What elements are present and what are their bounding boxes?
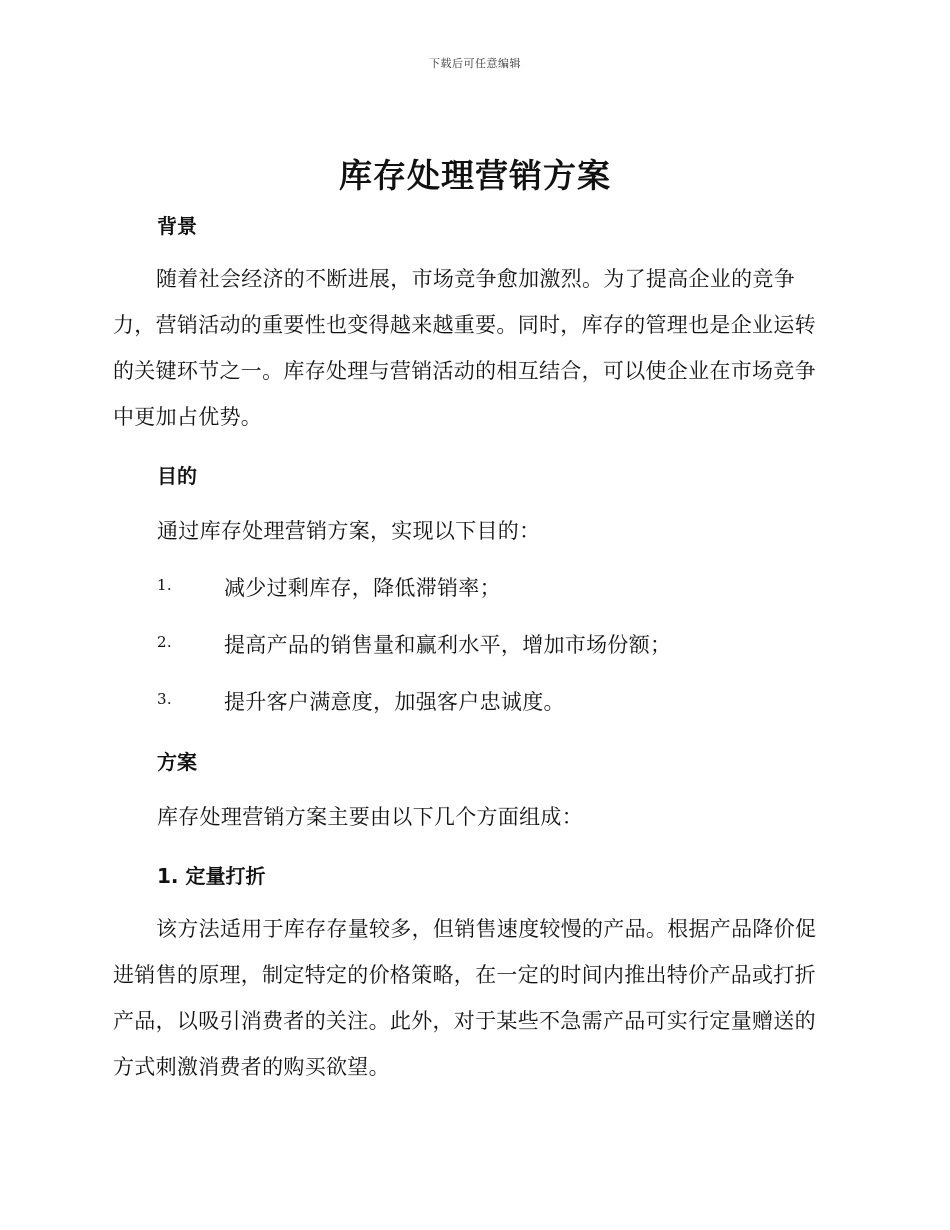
purpose-intro: 通过库存处理营销方案，实现以下目的： — [157, 519, 541, 543]
list-number: 1. — [157, 576, 172, 594]
list-text: 提高产品的销售量和赢利水平，增加市场份额； — [224, 633, 672, 657]
list-text: 减少过剩库存，降低滞销率； — [224, 576, 501, 600]
header-note: 下载后可任意编辑 — [429, 57, 521, 70]
background-paragraph: 随着社会经济的不断进展，市场竞争愈加激烈。为了提高企业的竞争力，营销活动的重要性也变得越来越重要。同时，库存的管理也是企业运转的关键环节之一。库存处理与营销活动的相互结合，可以使企业在市场竞争中更加占优势。 — [113, 267, 816, 429]
list-text: 提升客户满意度，加强客户忠诚度。 — [224, 690, 565, 714]
quantity-discount-paragraph: 该方法适用于库存存量较多，但销售速度较慢的产品。根据产品降价促进销售的原理，制定特定的价格策略，在一定的时间内推出特价产品或打折产品，以吸引消费者的关注。此外，对于某些不急需产品可实行定量赠送的方式刺激消费者的购买欲望。 — [113, 917, 817, 1079]
section-heading-plan: 方案 — [157, 750, 197, 774]
list-number: 2. — [157, 633, 172, 651]
document-title: 库存处理营销方案 — [339, 156, 611, 195]
section-heading-background: 背景 — [157, 214, 197, 238]
list-number: 3. — [157, 690, 172, 708]
section-heading-purpose: 目的 — [157, 464, 197, 488]
plan-intro: 库存处理营销方案主要由以下几个方面组成： — [157, 805, 583, 829]
subsection-heading-quantity-discount: 1. 定量打折 — [157, 864, 266, 888]
